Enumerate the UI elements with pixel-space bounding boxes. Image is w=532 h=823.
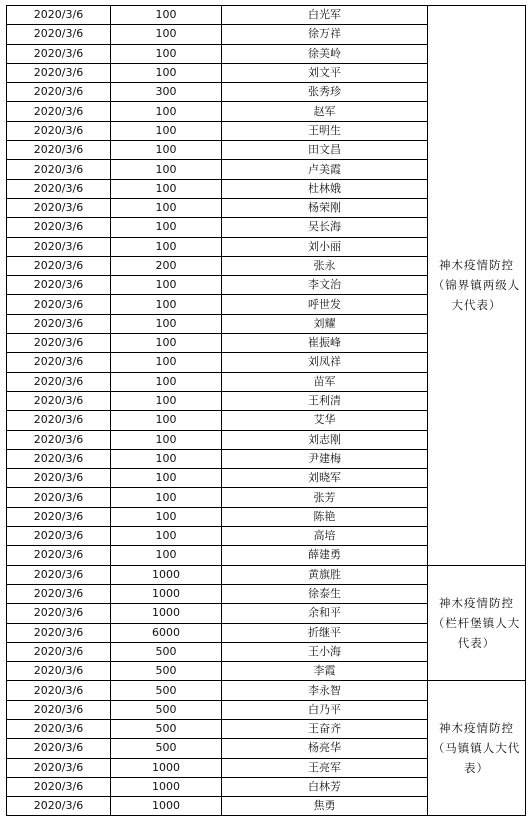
- name-cell: 张芳: [222, 488, 428, 507]
- name-cell: 黄旗胜: [222, 565, 428, 584]
- date-cell: 2020/3/6: [7, 372, 111, 391]
- date-cell: 2020/3/6: [7, 797, 111, 816]
- name-cell: 艾华: [222, 411, 428, 430]
- date-cell: 2020/3/6: [7, 314, 111, 333]
- name-cell: 田文昌: [222, 141, 428, 160]
- name-cell: 高培: [222, 527, 428, 546]
- name-cell: 陈艳: [222, 507, 428, 526]
- date-cell: 2020/3/6: [7, 546, 111, 565]
- amount-cell: 500: [111, 662, 222, 681]
- amount-cell: 100: [111, 295, 222, 314]
- date-cell: 2020/3/6: [7, 6, 111, 25]
- date-cell: 2020/3/6: [7, 198, 111, 217]
- name-cell: 吴长海: [222, 218, 428, 237]
- date-cell: 2020/3/6: [7, 642, 111, 661]
- date-cell: 2020/3/6: [7, 179, 111, 198]
- name-cell: 焦勇: [222, 797, 428, 816]
- amount-cell: 500: [111, 681, 222, 700]
- date-cell: 2020/3/6: [7, 353, 111, 372]
- amount-cell: 500: [111, 719, 222, 738]
- date-cell: 2020/3/6: [7, 777, 111, 796]
- name-cell: 王小海: [222, 642, 428, 661]
- table-row: [7, 565, 526, 584]
- amount-cell: 100: [111, 160, 222, 179]
- group-note-cell: 神木疫情防控（马镇镇人大代表）: [428, 681, 526, 816]
- name-cell: 白乃平: [222, 700, 428, 719]
- date-cell: 2020/3/6: [7, 488, 111, 507]
- date-cell: 2020/3/6: [7, 584, 111, 603]
- date-cell: 2020/3/6: [7, 63, 111, 82]
- name-cell: 张永: [222, 256, 428, 275]
- date-cell: 2020/3/6: [7, 700, 111, 719]
- name-cell: 李霞: [222, 662, 428, 681]
- name-cell: 刘小丽: [222, 237, 428, 256]
- name-cell: 杜林娥: [222, 179, 428, 198]
- date-cell: 2020/3/6: [7, 391, 111, 410]
- date-cell: 2020/3/6: [7, 565, 111, 584]
- amount-cell: 100: [111, 469, 222, 488]
- amount-cell: 300: [111, 83, 222, 102]
- amount-cell: 1000: [111, 797, 222, 816]
- amount-cell: 200: [111, 256, 222, 275]
- date-cell: 2020/3/6: [7, 604, 111, 623]
- name-cell: 杨亮华: [222, 739, 428, 758]
- date-cell: 2020/3/6: [7, 334, 111, 353]
- name-cell: 徐泰生: [222, 584, 428, 603]
- name-cell: 刘志刚: [222, 430, 428, 449]
- amount-cell: 100: [111, 141, 222, 160]
- name-cell: 白光军: [222, 6, 428, 25]
- date-cell: 2020/3/6: [7, 256, 111, 275]
- name-cell: 尹建梅: [222, 449, 428, 468]
- name-cell: 赵军: [222, 102, 428, 121]
- amount-cell: 100: [111, 237, 222, 256]
- amount-cell: 1000: [111, 565, 222, 584]
- amount-cell: 100: [111, 391, 222, 410]
- date-cell: 2020/3/6: [7, 44, 111, 63]
- amount-cell: 100: [111, 372, 222, 391]
- date-cell: 2020/3/6: [7, 662, 111, 681]
- date-cell: 2020/3/6: [7, 758, 111, 777]
- amount-cell: 100: [111, 430, 222, 449]
- date-cell: 2020/3/6: [7, 141, 111, 160]
- name-cell: 苗军: [222, 372, 428, 391]
- group-note-cell: 神木疫情防控（栏杆堡镇人大代表）: [428, 565, 526, 681]
- amount-cell: 100: [111, 179, 222, 198]
- name-cell: 王利清: [222, 391, 428, 410]
- date-cell: 2020/3/6: [7, 121, 111, 140]
- amount-cell: 100: [111, 449, 222, 468]
- amount-cell: 100: [111, 314, 222, 333]
- name-cell: 杨荣刚: [222, 198, 428, 217]
- name-cell: 王明生: [222, 121, 428, 140]
- date-cell: 2020/3/6: [7, 102, 111, 121]
- name-cell: 徐美岭: [222, 44, 428, 63]
- amount-cell: 1000: [111, 584, 222, 603]
- date-cell: 2020/3/6: [7, 719, 111, 738]
- name-cell: 折继平: [222, 623, 428, 642]
- date-cell: 2020/3/6: [7, 237, 111, 256]
- date-cell: 2020/3/6: [7, 411, 111, 430]
- name-cell: 李文治: [222, 276, 428, 295]
- date-cell: 2020/3/6: [7, 25, 111, 44]
- donation-table: [6, 5, 526, 816]
- amount-cell: 6000: [111, 623, 222, 642]
- date-cell: 2020/3/6: [7, 160, 111, 179]
- name-cell: 呼世发: [222, 295, 428, 314]
- date-cell: 2020/3/6: [7, 527, 111, 546]
- date-cell: 2020/3/6: [7, 218, 111, 237]
- name-cell: 余和平: [222, 604, 428, 623]
- amount-cell: 1000: [111, 758, 222, 777]
- name-cell: 崔振峰: [222, 334, 428, 353]
- amount-cell: 100: [111, 488, 222, 507]
- name-cell: 刘凤祥: [222, 353, 428, 372]
- table-row: [7, 6, 526, 25]
- date-cell: 2020/3/6: [7, 623, 111, 642]
- amount-cell: 100: [111, 527, 222, 546]
- name-cell: 徐万祥: [222, 25, 428, 44]
- amount-cell: 100: [111, 6, 222, 25]
- amount-cell: 100: [111, 218, 222, 237]
- amount-cell: 100: [111, 121, 222, 140]
- amount-cell: 1000: [111, 777, 222, 796]
- name-cell: 李永智: [222, 681, 428, 700]
- name-cell: 刘文平: [222, 63, 428, 82]
- date-cell: 2020/3/6: [7, 507, 111, 526]
- name-cell: 卢美霞: [222, 160, 428, 179]
- name-cell: 张秀珍: [222, 83, 428, 102]
- name-cell: 刘耀: [222, 314, 428, 333]
- amount-cell: 100: [111, 102, 222, 121]
- name-cell: 刘晓军: [222, 469, 428, 488]
- amount-cell: 100: [111, 198, 222, 217]
- name-cell: 王亮军: [222, 758, 428, 777]
- amount-cell: 100: [111, 276, 222, 295]
- table-body: [7, 6, 526, 816]
- amount-cell: 100: [111, 353, 222, 372]
- date-cell: 2020/3/6: [7, 681, 111, 700]
- amount-cell: 100: [111, 334, 222, 353]
- date-cell: 2020/3/6: [7, 276, 111, 295]
- date-cell: 2020/3/6: [7, 430, 111, 449]
- amount-cell: 1000: [111, 604, 222, 623]
- amount-cell: 100: [111, 25, 222, 44]
- amount-cell: 500: [111, 739, 222, 758]
- amount-cell: 500: [111, 642, 222, 661]
- amount-cell: 100: [111, 507, 222, 526]
- name-cell: 王奋齐: [222, 719, 428, 738]
- amount-cell: 500: [111, 700, 222, 719]
- amount-cell: 100: [111, 63, 222, 82]
- amount-cell: 100: [111, 44, 222, 63]
- group-note-cell: 神木疫情防控（锦界镇两级人大代表）: [428, 6, 526, 566]
- date-cell: 2020/3/6: [7, 83, 111, 102]
- date-cell: 2020/3/6: [7, 739, 111, 758]
- date-cell: 2020/3/6: [7, 449, 111, 468]
- date-cell: 2020/3/6: [7, 469, 111, 488]
- name-cell: 薛建勇: [222, 546, 428, 565]
- amount-cell: 100: [111, 411, 222, 430]
- date-cell: 2020/3/6: [7, 295, 111, 314]
- table-row: [7, 681, 526, 700]
- amount-cell: 100: [111, 546, 222, 565]
- name-cell: 白林芳: [222, 777, 428, 796]
